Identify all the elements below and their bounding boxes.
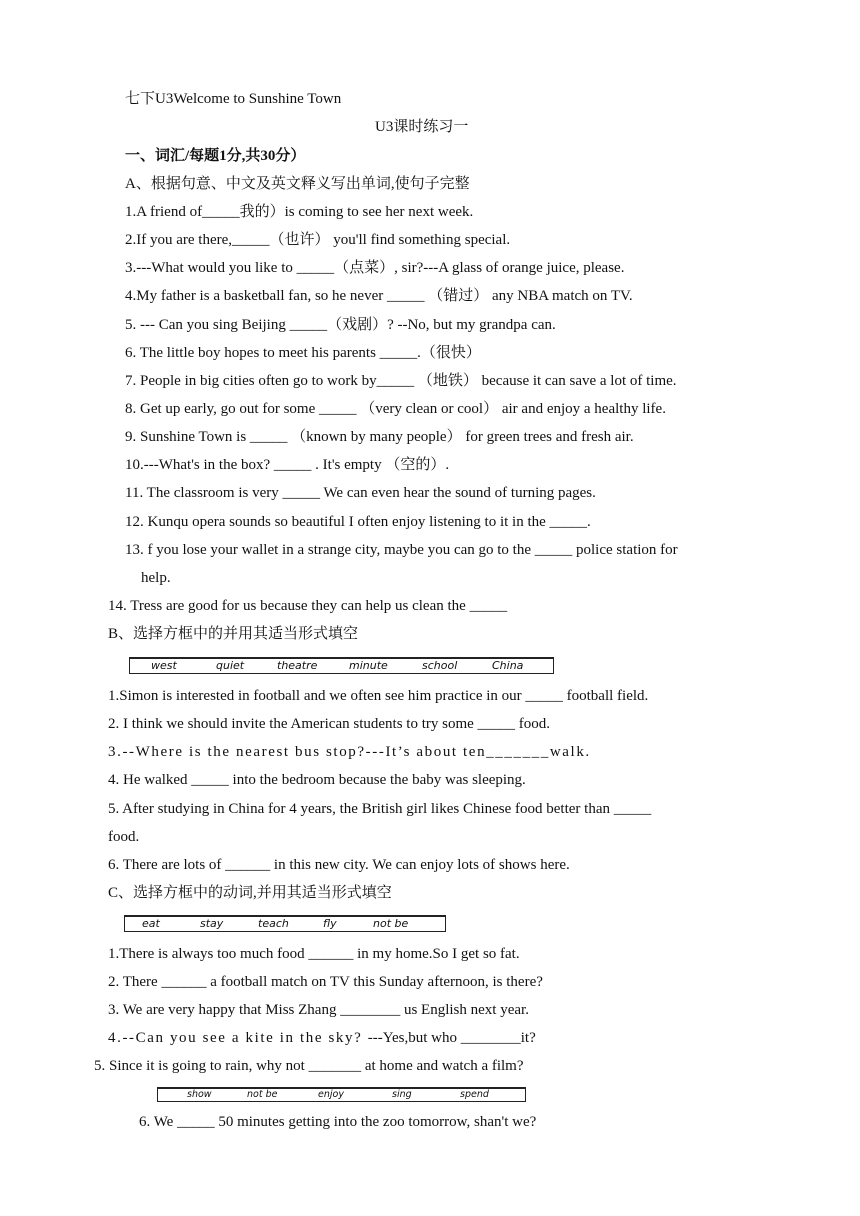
part-c-title: C、选择方框中的动词,并用其适当形式填空 bbox=[108, 885, 392, 901]
part-a-item: 5. --- Can you sing Beijing _____（戏剧）? --No, but my grandpa can. bbox=[125, 317, 556, 333]
part-a-item: 14. Tress are good for us because they can help us clean the _____ bbox=[108, 598, 508, 614]
part-c-item-question: 4.--Can you see a kite in the sky? bbox=[108, 1030, 368, 1046]
page-title: U3课时练习一 bbox=[375, 119, 469, 135]
course-title: 七下U3Welcome to Sunshine Town bbox=[125, 91, 342, 107]
word-box-word: China bbox=[492, 659, 524, 672]
part-a-item: 6. The little boy hopes to meet his parents _____.（很快） bbox=[125, 345, 481, 361]
word-box-word: not be bbox=[247, 1089, 278, 1100]
part-c-item bbox=[108, 1028, 536, 1048]
part-c-item: 2. There ______ a football match on TV this Sunday afternoon, is there? bbox=[108, 974, 543, 990]
part-a-item: 4.My father is a basketball fan, so he never _____ （错过） any NBA match on TV. bbox=[125, 288, 633, 304]
part-b-item: 2. I think we should invite the American students to try some _____ food. bbox=[108, 716, 551, 732]
word-box-word: spend bbox=[460, 1089, 489, 1100]
part-a-item: 2.If you are there,_____（也许） you'll find something special. bbox=[125, 232, 511, 248]
part-c-item: 6. We _____ 50 minutes getting into the zoo tomorrow, shan't we? bbox=[139, 1114, 537, 1130]
word-box-word: not be bbox=[373, 917, 409, 930]
part-a-item: 10.---What's in the box? _____ . It's empty （空的）. bbox=[125, 457, 450, 473]
part-c-item: 1.There is always too much food ______ in my home.So I get so fat. bbox=[108, 946, 520, 962]
word-box-word: quiet bbox=[216, 659, 245, 672]
word-box-c bbox=[124, 915, 446, 932]
word-box-word: theatre bbox=[277, 659, 318, 672]
part-c-item: 3. We are very happy that Miss Zhang ________ us English next year. bbox=[108, 1002, 529, 1018]
word-box-word: school bbox=[422, 659, 458, 672]
part-c-item: 5. Since it is going to rain, why not _______ at home and watch a film? bbox=[94, 1058, 524, 1074]
part-b-item-continuation: food. bbox=[108, 829, 140, 845]
part-b-item: 6. There are lots of ______ in this new city. We can enjoy lots of shows here. bbox=[108, 857, 570, 873]
part-b-title: B、选择方框中的并用其适当形式填空 bbox=[108, 626, 359, 642]
part-a-item: 7. People in big cities often go to work by_____ （地铁） because it can save a lot of time. bbox=[125, 373, 677, 389]
part-a-item: 12. Kunqu opera sounds so beautiful I often enjoy listening to it in the _____. bbox=[125, 514, 591, 530]
part-a-item: 8. Get up early, go out for some _____ （very clean or cool） air and enjoy a healthy life. bbox=[125, 401, 666, 417]
part-a-item: 13. f you lose your wallet in a strange city, maybe you can go to the _____ police station for bbox=[125, 542, 678, 558]
word-box-b bbox=[129, 657, 554, 674]
part-a-item: 9. Sunshine Town is _____ （known by many people） for green trees and fresh air. bbox=[125, 429, 634, 445]
part-a-item: 11. The classroom is very _____ We can even hear the sound of turning pages. bbox=[125, 485, 596, 501]
word-box-word: fly bbox=[323, 917, 337, 930]
word-box-word: eat bbox=[142, 917, 160, 930]
part-a-title: A、根据句意、中文及英文释义写出单词,使句子完整 bbox=[125, 176, 470, 192]
word-box-word: stay bbox=[200, 917, 224, 930]
part-a-item-continuation: help. bbox=[141, 570, 171, 586]
part-b-item: 3.--Where is the nearest bus stop?---It’s about ten_______walk. bbox=[108, 744, 591, 760]
part-b-item: 5. After studying in China for 4 years, the British girl likes Chinese food better than _____ bbox=[108, 801, 652, 817]
part-b-item: 1.Simon is interested in football and we often see him practice in our _____ football field. bbox=[108, 688, 649, 704]
word-box-word: enjoy bbox=[318, 1089, 344, 1100]
word-box-word: west bbox=[151, 659, 177, 672]
word-box-word: teach bbox=[258, 917, 289, 930]
word-box-word: show bbox=[187, 1089, 212, 1100]
part-a-item: 3.---What would you like to _____（点菜）, sir?---A glass of orange juice, please. bbox=[125, 260, 625, 276]
part-c-item-answer: ---Yes,but who ________it? bbox=[367, 1030, 536, 1046]
part-b-item: 4. He walked _____ into the bedroom because the baby was sleeping. bbox=[108, 772, 526, 788]
word-box-c2 bbox=[157, 1087, 526, 1102]
word-box-word: sing bbox=[392, 1089, 412, 1100]
word-box-word: minute bbox=[349, 659, 388, 672]
part-a-item: 1.A friend of_____我的）is coming to see her next week. bbox=[125, 204, 474, 220]
section-heading: 一、词汇/每题1分,共30分） bbox=[125, 148, 306, 164]
